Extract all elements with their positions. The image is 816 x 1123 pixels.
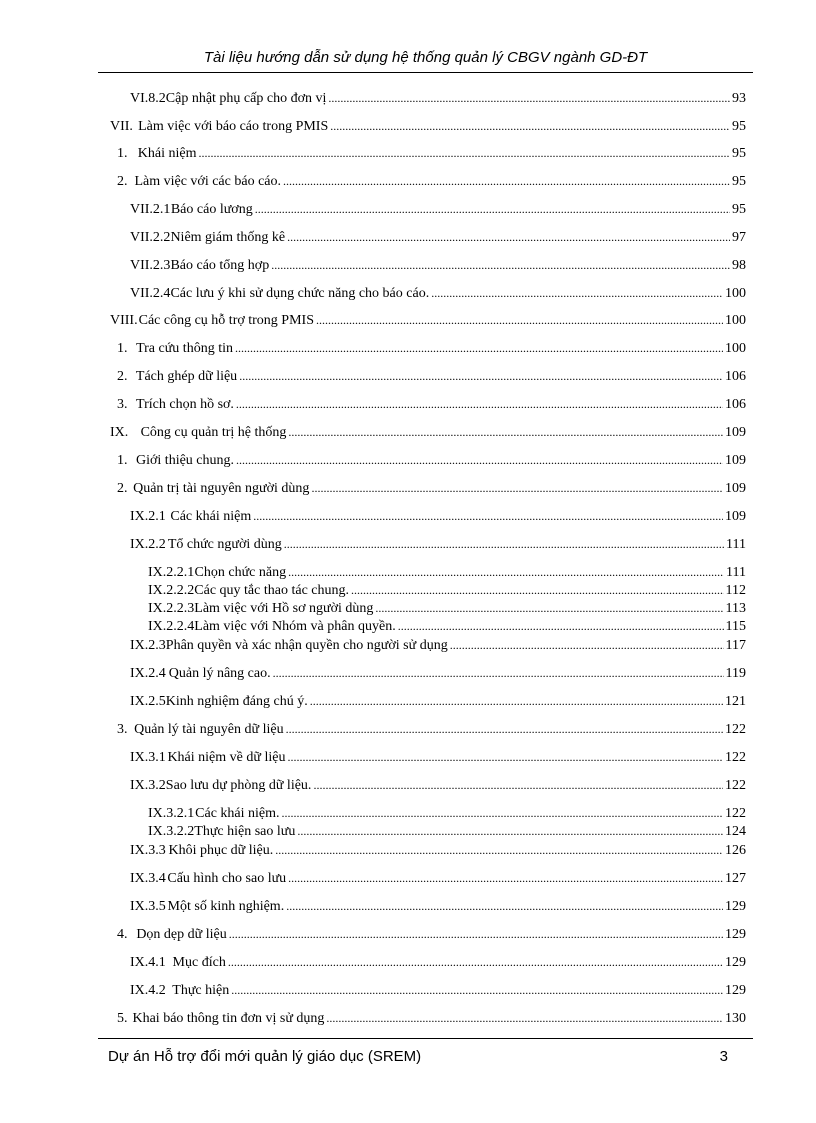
toc-title: Công cụ quản trị hệ thống bbox=[140, 425, 287, 440]
toc-page: 119 bbox=[725, 666, 746, 681]
toc-number: IX.3.2 bbox=[130, 778, 166, 793]
toc-page: 117 bbox=[725, 638, 746, 653]
toc-number: IX.2.2.1 bbox=[148, 565, 195, 580]
toc-page: 93 bbox=[732, 91, 746, 106]
toc-title: Quản lý nâng cao. bbox=[168, 666, 271, 681]
toc-leader-dots bbox=[239, 367, 723, 385]
toc-page: 126 bbox=[725, 843, 746, 858]
toc-leader-dots bbox=[297, 822, 723, 840]
toc-number: IX.3.3 bbox=[130, 843, 166, 858]
toc-title: Chọn chức năng bbox=[194, 565, 287, 580]
toc-number: IX.2.3 bbox=[130, 638, 166, 653]
toc-number: 2. bbox=[117, 174, 128, 189]
toc-title: Kinh nghiệm đáng chú ý. bbox=[165, 694, 308, 709]
toc-title: Giới thiệu chung. bbox=[136, 453, 235, 468]
toc-title: Thực hiện bbox=[172, 983, 230, 998]
toc-title: Làm việc với Hồ sơ người dùng bbox=[194, 601, 374, 616]
toc-title: Làm việc với các báo cáo. bbox=[134, 174, 282, 189]
toc-leader-dots bbox=[286, 720, 723, 738]
toc-title: Khái niệm bbox=[137, 146, 197, 161]
toc-title: Các quy tắc thao tác chung. bbox=[194, 583, 349, 598]
toc-leader-dots bbox=[273, 664, 724, 682]
toc-page: 95 bbox=[732, 119, 746, 134]
toc-page: 109 bbox=[725, 509, 746, 524]
toc-entry[interactable] bbox=[130, 776, 746, 794]
toc-leader-dots bbox=[284, 535, 724, 553]
toc-entry[interactable] bbox=[130, 869, 746, 887]
toc-leader-dots bbox=[328, 89, 730, 107]
toc-number: IX.4.2 bbox=[130, 983, 166, 998]
toc-number: IX. bbox=[110, 425, 129, 440]
toc-page: 111 bbox=[726, 565, 746, 580]
toc-page: 95 bbox=[732, 202, 746, 217]
toc-title: Các khái niệm bbox=[170, 509, 252, 524]
toc-leader-dots bbox=[316, 311, 723, 329]
toc-title: Quản lý tài nguyên dữ liệu bbox=[134, 722, 284, 737]
toc-entry[interactable] bbox=[148, 617, 746, 635]
toc-leader-dots bbox=[271, 256, 730, 274]
toc-title: Các khái niệm. bbox=[195, 806, 280, 821]
toc-page: 98 bbox=[732, 258, 746, 273]
toc-number: 3. bbox=[117, 397, 128, 412]
toc-number: VIII. bbox=[110, 313, 138, 328]
toc-entry[interactable] bbox=[130, 256, 746, 274]
toc-page: 109 bbox=[725, 453, 746, 468]
toc-number: IX.3.2.2 bbox=[148, 824, 195, 839]
toc-leader-dots bbox=[431, 284, 723, 302]
toc-page: 115 bbox=[725, 619, 746, 634]
toc-entry[interactable] bbox=[130, 89, 746, 107]
toc-entry[interactable] bbox=[130, 664, 746, 682]
toc-entry[interactable] bbox=[148, 599, 746, 617]
toc-title: Tra cứu thông tin bbox=[136, 341, 233, 356]
toc-page: 124 bbox=[725, 824, 746, 839]
toc-leader-dots bbox=[310, 692, 723, 710]
toc-number: IX.2.4 bbox=[130, 666, 166, 681]
toc-number: 1. bbox=[117, 146, 128, 161]
toc-leader-dots bbox=[231, 981, 723, 999]
toc-title: Khôi phục dữ liệu. bbox=[168, 843, 274, 858]
toc-page: 106 bbox=[725, 369, 746, 384]
toc-entry[interactable] bbox=[130, 535, 746, 553]
toc-entry[interactable] bbox=[130, 200, 746, 218]
toc-leader-dots bbox=[255, 200, 730, 218]
toc-leader-dots bbox=[287, 748, 723, 766]
toc-number: 1. bbox=[117, 341, 128, 356]
toc-page: 100 bbox=[725, 286, 746, 301]
toc-title: Làm việc với báo cáo trong PMIS bbox=[138, 119, 329, 134]
toc-page: 129 bbox=[725, 983, 746, 998]
toc-entry[interactable] bbox=[117, 172, 746, 190]
toc-entry[interactable] bbox=[130, 897, 746, 915]
toc-leader-dots bbox=[253, 507, 723, 525]
toc-page: 122 bbox=[725, 806, 746, 821]
toc-entry[interactable] bbox=[130, 953, 746, 971]
toc-number: IX.3.4 bbox=[130, 871, 166, 886]
toc-page: 109 bbox=[725, 481, 746, 496]
toc-page: 112 bbox=[725, 583, 746, 598]
toc-page: 130 bbox=[725, 1011, 746, 1026]
toc-entry[interactable] bbox=[110, 117, 746, 135]
toc-entry[interactable] bbox=[110, 423, 746, 441]
toc-leader-dots bbox=[286, 897, 723, 915]
toc-leader-dots bbox=[330, 117, 730, 135]
toc-title: Mục đích bbox=[172, 955, 226, 970]
toc-page: 121 bbox=[725, 694, 746, 709]
toc-number: 2. bbox=[117, 481, 128, 496]
toc-title: Trích chọn hồ sơ. bbox=[136, 397, 234, 412]
toc-title: Khái niệm về dữ liệu bbox=[167, 750, 286, 765]
toc-entry[interactable] bbox=[130, 748, 746, 766]
toc-entry[interactable] bbox=[130, 692, 746, 710]
toc-title: Quản trị tài nguyên người dùng bbox=[133, 481, 310, 496]
toc-title: Một số kinh nghiệm. bbox=[167, 899, 285, 914]
toc-leader-dots bbox=[198, 144, 730, 162]
toc-leader-dots bbox=[235, 339, 723, 357]
toc-leader-dots bbox=[288, 423, 723, 441]
toc-leader-dots bbox=[236, 395, 723, 413]
toc-page: 97 bbox=[732, 230, 746, 245]
toc-title: Thực hiện sao lưu bbox=[194, 824, 296, 839]
toc-leader-dots bbox=[288, 563, 724, 581]
toc-number: IX.2.2.2 bbox=[148, 583, 195, 598]
toc-number: IX.3.5 bbox=[130, 899, 166, 914]
toc-page: 122 bbox=[725, 778, 746, 793]
toc-page: 111 bbox=[726, 537, 746, 552]
toc-title: Báo cáo tổng hợp bbox=[170, 258, 270, 273]
toc-title: Phân quyền và xác nhận quyền cho người sử dụng bbox=[165, 638, 448, 653]
toc-page: 95 bbox=[732, 174, 746, 189]
toc-page: 113 bbox=[725, 601, 746, 616]
toc-number: 4. bbox=[117, 927, 128, 942]
toc-leader-dots bbox=[288, 869, 723, 887]
toc-number: IX.4.1 bbox=[130, 955, 166, 970]
toc-number: VII.2.4 bbox=[130, 286, 171, 301]
toc-page: 109 bbox=[725, 425, 746, 440]
toc-entry[interactable] bbox=[148, 581, 746, 599]
footer-text: Dự án Hỗ trợ đổi mới quản lý giáo dục (SREM) bbox=[108, 1048, 422, 1065]
toc-page: 95 bbox=[732, 146, 746, 161]
toc-number: 2. bbox=[117, 369, 128, 384]
toc-leader-dots bbox=[229, 925, 723, 943]
toc-leader-dots bbox=[375, 599, 723, 617]
page-number: 3 bbox=[719, 1048, 728, 1065]
toc-entry[interactable] bbox=[148, 822, 746, 840]
toc-page: 106 bbox=[725, 397, 746, 412]
toc-entry[interactable] bbox=[130, 284, 746, 302]
toc-number: IX.3.2.1 bbox=[148, 806, 195, 821]
toc-number: 3. bbox=[117, 722, 128, 737]
toc-leader-dots bbox=[275, 841, 723, 859]
toc-title: Các công cụ hỗ trợ trong PMIS bbox=[138, 313, 314, 328]
toc-number: VII. bbox=[110, 119, 133, 134]
toc-entry[interactable] bbox=[130, 636, 746, 654]
toc-entry[interactable] bbox=[117, 925, 746, 943]
toc-entry[interactable] bbox=[130, 228, 746, 246]
toc-leader-dots bbox=[282, 804, 723, 822]
toc-page: 129 bbox=[725, 927, 746, 942]
toc-entry[interactable] bbox=[117, 367, 746, 385]
toc-entry[interactable] bbox=[117, 1009, 746, 1027]
toc-leader-dots bbox=[351, 581, 724, 599]
toc-page: 122 bbox=[725, 722, 746, 737]
toc-title: Khai báo thông tin đơn vị sử dụng bbox=[132, 1011, 325, 1026]
toc-leader-dots bbox=[311, 479, 723, 497]
toc-number: VII.2.2 bbox=[130, 230, 171, 245]
toc-title: Niêm giám thống kê bbox=[170, 230, 286, 245]
toc-number: IX.2.2.3 bbox=[148, 601, 195, 616]
toc-leader-dots bbox=[313, 776, 723, 794]
toc-leader-dots bbox=[450, 636, 724, 654]
toc-number: VII.2.1 bbox=[130, 202, 171, 217]
toc-page: 122 bbox=[725, 750, 746, 765]
toc-entry[interactable] bbox=[117, 395, 746, 413]
toc-title: Báo cáo lương bbox=[170, 202, 253, 217]
toc-title: Cập nhật phụ cấp cho đơn vị bbox=[165, 91, 327, 106]
toc-entry[interactable] bbox=[117, 451, 746, 469]
toc-page: 100 bbox=[725, 341, 746, 356]
toc-entry[interactable] bbox=[148, 804, 746, 822]
toc-number: VII.2.3 bbox=[130, 258, 171, 273]
toc-number: 1. bbox=[117, 453, 128, 468]
toc-title: Các lưu ý khi sử dụng chức năng cho báo cáo. bbox=[170, 286, 430, 301]
toc-entry[interactable] bbox=[130, 507, 746, 525]
toc-leader-dots bbox=[326, 1009, 723, 1027]
toc-leader-dots bbox=[228, 953, 723, 971]
toc-entry[interactable] bbox=[130, 981, 746, 999]
toc-title: Dọn dẹp dữ liệu bbox=[136, 927, 227, 942]
toc-number: VI.8.2 bbox=[130, 91, 166, 106]
toc-entry[interactable] bbox=[117, 339, 746, 357]
toc-number: 5. bbox=[117, 1011, 128, 1026]
page-header-title: Tài liệu hướng dẫn sử dụng hệ thống quản lý CBGV ngành GD-ĐT bbox=[203, 49, 648, 66]
toc-page: 129 bbox=[725, 955, 746, 970]
toc-number: IX.3.1 bbox=[130, 750, 166, 765]
toc-entry[interactable] bbox=[130, 841, 746, 859]
toc-number: IX.2.1 bbox=[130, 509, 166, 524]
toc-entry[interactable] bbox=[117, 720, 746, 738]
toc-leader-dots bbox=[398, 617, 724, 635]
toc-page: 127 bbox=[725, 871, 746, 886]
toc-leader-dots bbox=[236, 451, 723, 469]
toc-page: 129 bbox=[725, 899, 746, 914]
toc-entry[interactable] bbox=[117, 479, 746, 497]
footer-rule bbox=[98, 1038, 753, 1039]
toc-leader-dots bbox=[287, 228, 730, 246]
toc-title: Cấu hình cho sao lưu bbox=[167, 871, 287, 886]
toc-number: IX.2.2 bbox=[130, 537, 166, 552]
toc-number: IX.2.2.4 bbox=[148, 619, 195, 634]
toc-leader-dots bbox=[283, 172, 730, 190]
toc-entry[interactable] bbox=[110, 311, 746, 329]
toc-title: Làm việc với Nhóm và phân quyền. bbox=[194, 619, 396, 634]
toc-number: IX.2.5 bbox=[130, 694, 166, 709]
toc-title: Tổ chức người dùng bbox=[167, 537, 282, 552]
toc-entry[interactable] bbox=[148, 563, 746, 581]
toc-entry[interactable] bbox=[117, 144, 746, 162]
toc-title: Sao lưu dự phòng dữ liệu. bbox=[165, 778, 312, 793]
toc-title: Tách ghép dữ liệu bbox=[135, 369, 238, 384]
toc-page: 100 bbox=[725, 313, 746, 328]
